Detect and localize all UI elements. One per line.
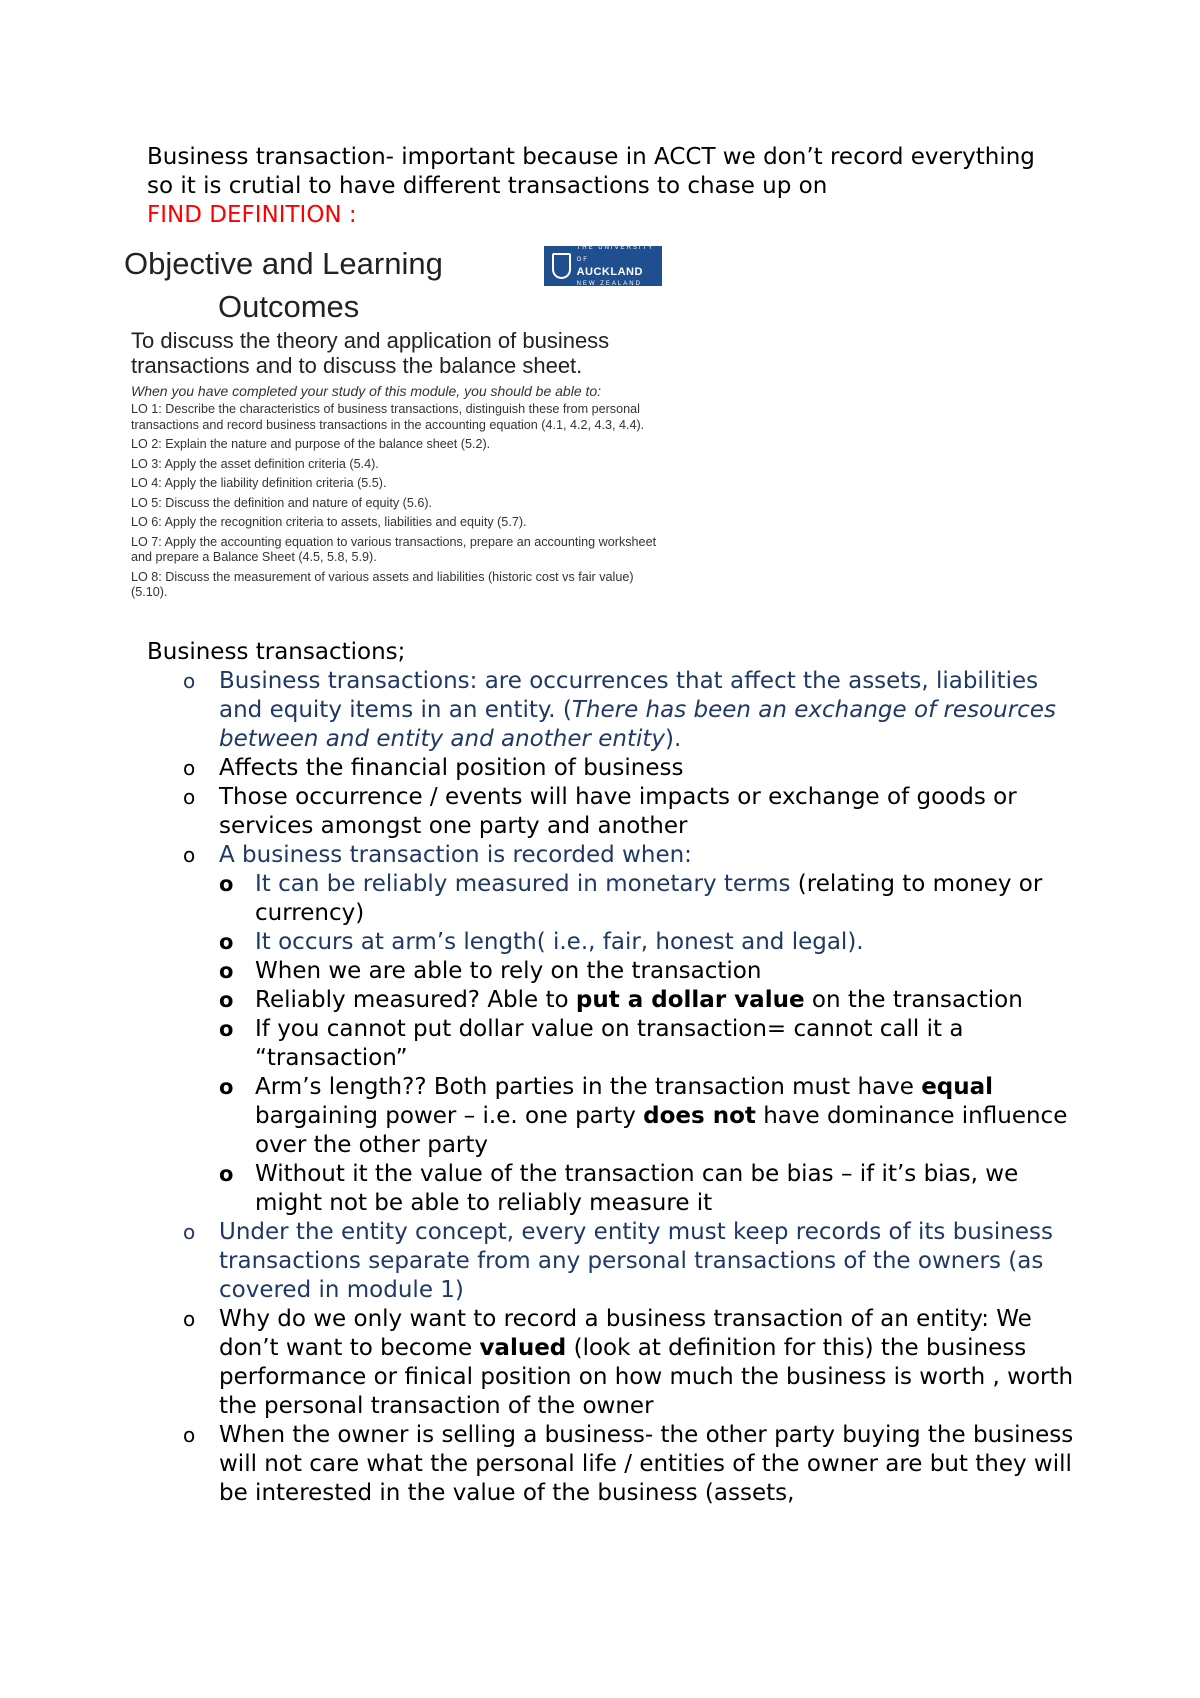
learning-outcomes-list bbox=[131, 402, 666, 605]
list-item-text: It occurs at arm’s length( i.e., fair, honest and legal). bbox=[255, 929, 864, 955]
bullet-icon: o bbox=[183, 1423, 196, 1447]
list-item-text: (look at definition for this) the business performance or finical position on how much the business is worth , worth the personal transaction of the owner bbox=[219, 1335, 1074, 1419]
sub-list bbox=[219, 870, 1087, 1218]
bullet-icon: o bbox=[183, 756, 196, 780]
bullet-icon: o bbox=[219, 1017, 234, 1041]
bullet-icon: o bbox=[183, 1307, 196, 1331]
list-item-text: A business transaction is recorded when: bbox=[219, 842, 692, 868]
bullet-icon: o bbox=[183, 669, 196, 693]
list-item-text: Arm’s length?? Both parties in the transaction must have bbox=[255, 1074, 922, 1100]
list-item bbox=[183, 1218, 1087, 1305]
list-item-text: Why do we only want to record a business transaction of an entity: We don’t want to become bbox=[219, 1306, 1032, 1361]
list-item-bold: equal bbox=[921, 1074, 994, 1100]
slide-title-line1: Objective and Learning bbox=[124, 246, 443, 281]
list-item bbox=[183, 1305, 1087, 1421]
university-logo bbox=[544, 246, 662, 286]
list-item bbox=[219, 1073, 1087, 1160]
list-item bbox=[183, 783, 1087, 841]
logo-line3: NEW ZEALAND bbox=[576, 281, 642, 287]
list-item bbox=[183, 667, 1087, 754]
notes-heading: Business transactions; bbox=[147, 639, 406, 665]
list-item: LO 6: Apply the recognition criteria to assets, liabilities and equity (5.7). bbox=[131, 515, 527, 529]
list-item-text: Those occurrence / events will have impacts or exchange of goods or services amongst one party and another bbox=[219, 784, 1017, 839]
slide-intro: When you have completed your study of this module, you should be able to: bbox=[131, 383, 602, 399]
list-item: LO 1: Describe the characteristics of business transactions, distinguish these from personal transactions and record business transactions in the accounting equation (4.1, 4.2, 4.3, 4.4). bbox=[131, 402, 645, 432]
list-item-text: It can be reliably measured in monetary terms bbox=[255, 871, 791, 897]
bullet-icon: o bbox=[219, 959, 234, 983]
intro-paragraph: Business transaction- important because in ACCT we don’t record everything so it is crutial to have different transactions to chase up on bbox=[147, 144, 1035, 199]
list-item: LO 3: Apply the asset definition criteria (5.4). bbox=[131, 456, 379, 471]
list-item: LO 7: Apply the accounting equation to various transactions, prepare an accounting worksheet and prepare a Balance Sheet (4.5, 5.8, 5.9). bbox=[131, 534, 657, 564]
list-item bbox=[183, 1421, 1087, 1508]
logo-line1: THE UNIVERSITY OF bbox=[576, 245, 655, 263]
crest-icon bbox=[552, 253, 571, 279]
list-item-text: bargaining power – i.e. one party bbox=[255, 1103, 644, 1129]
list-item-bold: does not bbox=[643, 1103, 756, 1129]
slide-subtitle: To discuss the theory and application of business transactions and to discuss the balance sheet. bbox=[131, 328, 610, 378]
list-item-text: Without it the value of the transaction can be bias – if it’s bias, we might not be able to reliably measure it bbox=[255, 1161, 1019, 1216]
list-item-emphasis: There has been an exchange of resources between and entity and another entity bbox=[219, 697, 1056, 752]
list-item-text: ). bbox=[665, 726, 682, 752]
logo-line2: AUCKLAND bbox=[576, 266, 643, 278]
list-item: LO 4: Apply the liability definition criteria (5.5). bbox=[131, 476, 387, 490]
list-item: LO 5: Discuss the definition and nature of equity (5.6). bbox=[131, 495, 433, 510]
list-item bbox=[219, 1015, 1087, 1073]
list-item-text: Affects the financial position of business bbox=[219, 755, 684, 781]
list-item bbox=[183, 841, 1087, 1218]
find-definition-label: FIND DEFINITION : bbox=[147, 202, 357, 228]
bullet-icon: o bbox=[219, 1162, 234, 1186]
list-item-bold: valued bbox=[479, 1335, 567, 1361]
learning-outcomes-slide-image bbox=[118, 240, 666, 638]
bullet-icon: o bbox=[183, 785, 196, 809]
list-item bbox=[219, 1160, 1087, 1218]
bullet-icon: o bbox=[219, 872, 234, 896]
bullet-icon: o bbox=[219, 930, 234, 954]
list-item bbox=[219, 928, 1087, 957]
list-item bbox=[219, 986, 1087, 1015]
slide-title bbox=[124, 242, 504, 328]
list-item-text: on the transaction bbox=[804, 987, 1023, 1013]
list-item-text: When the owner is selling a business- the other party buying the business will not care what the personal life / entities of the owner are but they will be interested in the value of the business (assets, bbox=[219, 1422, 1074, 1506]
list-item-text: Business transactions: are occurrences that affect the assets, liabilities and equity items in an entity. ( bbox=[219, 668, 1039, 723]
slide-title-line2: Outcomes bbox=[218, 289, 360, 324]
intro-section bbox=[147, 143, 1067, 230]
bullet-icon: o bbox=[219, 1075, 234, 1099]
list-item-text: have dominance influence over the other party bbox=[255, 1103, 1068, 1158]
notes-list bbox=[147, 667, 1087, 1508]
list-item: LO 2: Explain the nature and purpose of the balance sheet (5.2). bbox=[131, 437, 491, 451]
logo-text bbox=[577, 242, 662, 290]
bullet-icon: o bbox=[219, 988, 234, 1012]
list-item bbox=[219, 870, 1087, 928]
list-item bbox=[183, 754, 1087, 783]
list-item-text: (relating to money or currency) bbox=[255, 871, 1043, 926]
list-item bbox=[219, 957, 1087, 986]
bullet-icon: o bbox=[183, 843, 196, 867]
list-item: LO 8: Discuss the measurement of various assets and liabilities (historic cost vs fair value) (5.10). bbox=[131, 569, 634, 599]
list-item-text: If you cannot put dollar value on transaction= cannot call it a “transaction” bbox=[255, 1016, 964, 1071]
list-item-text: Under the entity concept, every entity must keep records of its business transactions separate from any personal transactions of the owners (as covered in module 1) bbox=[219, 1219, 1053, 1303]
list-item-text: Reliably measured? Able to bbox=[255, 987, 576, 1013]
notes-section bbox=[147, 638, 1087, 1508]
list-item-text: When we are able to rely on the transaction bbox=[255, 958, 762, 984]
list-item-bold: put a dollar value bbox=[575, 987, 805, 1013]
bullet-icon: o bbox=[183, 1220, 196, 1244]
